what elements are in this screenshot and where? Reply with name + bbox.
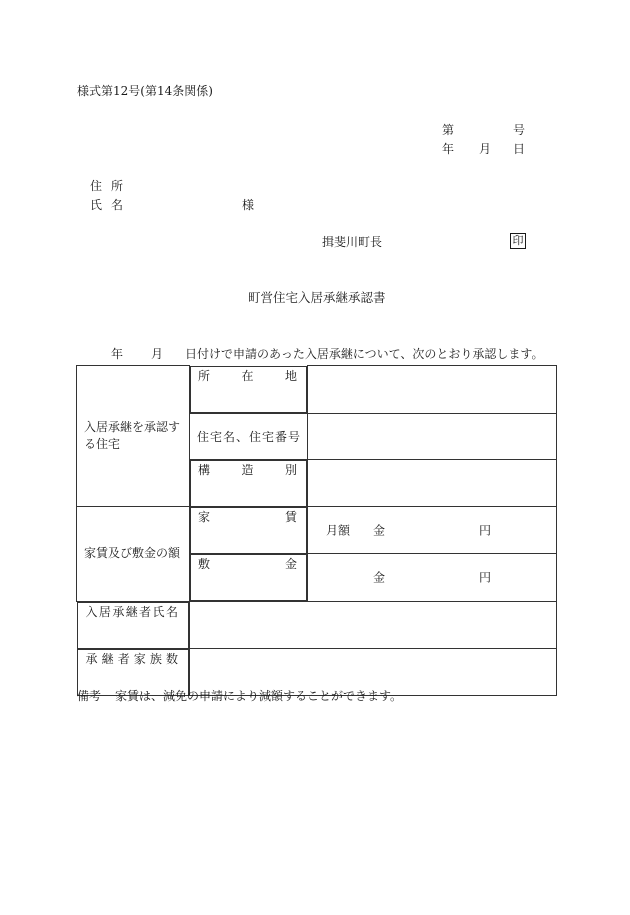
document-title: 町営住宅入居承継承認書 bbox=[248, 290, 386, 305]
document-number-prefix: 第 bbox=[442, 123, 455, 137]
label-char: 構 bbox=[198, 462, 211, 477]
label-char: 地 bbox=[284, 368, 297, 383]
label-char: 名 bbox=[165, 604, 178, 619]
housing-header: 入居承継を承認する住宅 bbox=[84, 419, 181, 451]
label-char: 所 bbox=[198, 368, 211, 383]
intro-text: 日付けで申請のあった入居承継について、次のとおり承認します。 bbox=[185, 347, 544, 361]
date-year: 年 bbox=[442, 142, 455, 156]
kin-label: 金 bbox=[373, 570, 386, 585]
table-row bbox=[77, 507, 557, 554]
intro-year: 年 bbox=[111, 347, 124, 361]
label-char: 家 bbox=[133, 651, 146, 666]
structure-label bbox=[190, 460, 307, 507]
label-char: 者 bbox=[139, 604, 152, 619]
label-char: 者 bbox=[117, 651, 130, 666]
housing-name-label: 住宅名、住宅番号 bbox=[190, 413, 308, 459]
label-char: 承 bbox=[85, 651, 98, 666]
label-char: 家 bbox=[198, 509, 211, 524]
table-row bbox=[77, 366, 557, 414]
housing-header-cell bbox=[77, 366, 190, 507]
date-month: 月 bbox=[479, 142, 492, 156]
name-label: 氏名 bbox=[90, 198, 133, 212]
yen-label: 円 bbox=[479, 570, 492, 585]
remarks-label: 備考 bbox=[77, 689, 102, 703]
intro-month: 月 bbox=[151, 347, 164, 361]
label-char: 継 bbox=[101, 651, 114, 666]
housing-name-value bbox=[308, 413, 557, 459]
label-char: 承 bbox=[112, 604, 125, 619]
yen-label: 円 bbox=[479, 523, 492, 538]
location-label bbox=[190, 366, 307, 413]
label-char: 氏 bbox=[152, 604, 165, 619]
address-label: 住所 bbox=[90, 179, 133, 193]
deposit-label bbox=[190, 554, 307, 601]
label-char: 居 bbox=[98, 604, 111, 619]
label-char: 数 bbox=[165, 651, 178, 666]
rent-value bbox=[308, 507, 557, 554]
label-char: 在 bbox=[241, 368, 254, 383]
label-char: 敷 bbox=[198, 556, 211, 571]
seal-stamp: 印 bbox=[510, 233, 526, 249]
label-char: 別 bbox=[284, 462, 297, 477]
rent-header-cell bbox=[77, 507, 190, 602]
successor-name-value bbox=[190, 601, 557, 649]
kin-label: 金 bbox=[373, 523, 386, 538]
remarks bbox=[77, 690, 402, 702]
structure-value bbox=[308, 459, 557, 507]
date-day: 日 bbox=[513, 142, 526, 156]
honorific: 様 bbox=[242, 198, 255, 212]
document-number-suffix: 号 bbox=[513, 123, 526, 137]
monthly-label: 月額 bbox=[326, 523, 351, 538]
approval-table bbox=[76, 365, 557, 696]
remarks-text: 家賃は、減免の申請により減額することができます。 bbox=[115, 689, 403, 703]
label-char: 入 bbox=[85, 604, 98, 619]
rent-header: 家賃及び敷金の額 bbox=[84, 546, 181, 561]
intro-sentence bbox=[111, 348, 543, 360]
label-char: 造 bbox=[241, 462, 254, 477]
rent-label bbox=[190, 507, 307, 554]
issuer-title: 揖斐川町長 bbox=[322, 235, 383, 249]
successor-name-label bbox=[77, 602, 190, 649]
location-value bbox=[308, 366, 557, 414]
label-char: 継 bbox=[125, 604, 138, 619]
label-char: 族 bbox=[149, 651, 162, 666]
label-char: 金 bbox=[284, 556, 297, 571]
label-char: 賃 bbox=[284, 509, 297, 524]
form-number: 様式第12号(第14条関係) bbox=[77, 84, 213, 98]
table-row bbox=[77, 601, 557, 649]
deposit-value bbox=[308, 554, 557, 602]
